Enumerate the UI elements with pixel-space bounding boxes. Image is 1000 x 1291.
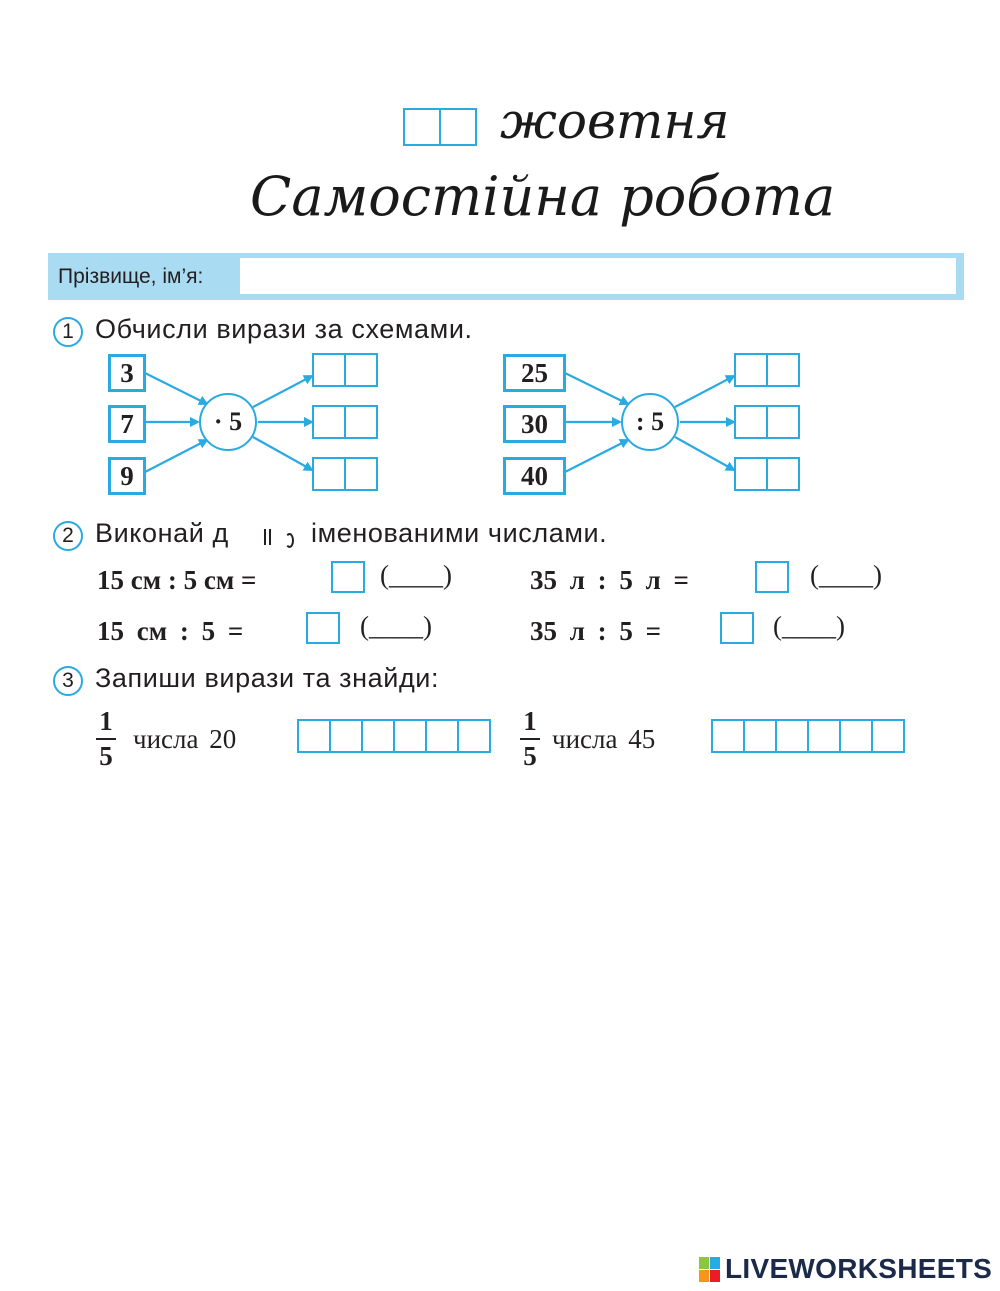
- task-1-number: 1: [53, 317, 83, 347]
- task-2-text-blot: [263, 525, 295, 547]
- task-2-text-end: іменованими числами.: [311, 518, 608, 548]
- unit-paren-4: (____): [773, 611, 845, 641]
- task-3-number: 3: [53, 666, 83, 696]
- unit-paren-1: (____): [380, 560, 452, 590]
- answer-box-3[interactable]: [306, 612, 340, 644]
- answer-box-2[interactable]: [755, 561, 789, 593]
- expr-2: 35 л : 5 л =: [530, 565, 689, 595]
- scheme-right-answer-1[interactable]: [734, 353, 800, 387]
- task-2-text-start: Виконай д: [95, 518, 229, 548]
- month-label: жовтня: [500, 92, 730, 150]
- scheme-right-answer-2[interactable]: [734, 405, 800, 439]
- scheme-left-answer-2[interactable]: [312, 405, 378, 439]
- fraction-2-numerator: 1: [523, 706, 537, 736]
- fraction-1: [95, 706, 117, 772]
- task-2-number: 2: [53, 521, 83, 551]
- scheme-right-answer-3[interactable]: [734, 457, 800, 491]
- scheme-right-operation: : 5: [621, 393, 679, 451]
- item-2-answer-cells[interactable]: [711, 719, 905, 753]
- scheme-left-input-3: 3: [108, 354, 146, 392]
- scheme-left-input-7: 7: [108, 405, 146, 443]
- scheme-left-input-9: 9: [108, 457, 146, 495]
- fraction-2-denominator: 5: [523, 741, 537, 771]
- item-2-label: числа 45: [552, 724, 656, 754]
- expr-4: 35 л : 5 =: [530, 616, 662, 646]
- fraction-1-denominator: 5: [99, 741, 113, 771]
- unit-paren-3: (____): [360, 611, 432, 641]
- scheme-right-input-25: 25: [503, 354, 566, 392]
- scheme-left-answer-1[interactable]: [312, 353, 378, 387]
- fraction-2: [519, 706, 541, 772]
- expr-1: 15 см : 5 см =: [97, 565, 257, 595]
- task-1-text: Обчисли вирази за схемами.: [95, 314, 473, 344]
- answer-box-4[interactable]: [720, 612, 754, 644]
- scheme-right-input-30: 30: [503, 405, 566, 443]
- liveworksheets-logo-icon: [699, 1257, 721, 1283]
- name-label: Прізвище, ім’я:: [58, 265, 204, 288]
- scheme-left-answer-3[interactable]: [312, 457, 378, 491]
- item-1-label: числа 20: [133, 724, 237, 754]
- fraction-1-numerator: 1: [99, 706, 113, 736]
- scheme-left-operation: · 5: [199, 393, 257, 451]
- scheme-right-input-40: 40: [503, 457, 566, 495]
- expr-3: 15 см : 5 =: [97, 616, 244, 646]
- liveworksheets-logo: LIVEWORKSHEETS: [725, 1253, 993, 1284]
- task-1-arrows: [0, 0, 1000, 520]
- page-title: Самостійна робота: [250, 165, 836, 228]
- task-3-text: Запиши вирази та знайди:: [95, 663, 440, 693]
- item-1-answer-cells[interactable]: [297, 719, 491, 753]
- unit-paren-2: (____): [810, 560, 882, 590]
- answer-box-1[interactable]: [331, 561, 365, 593]
